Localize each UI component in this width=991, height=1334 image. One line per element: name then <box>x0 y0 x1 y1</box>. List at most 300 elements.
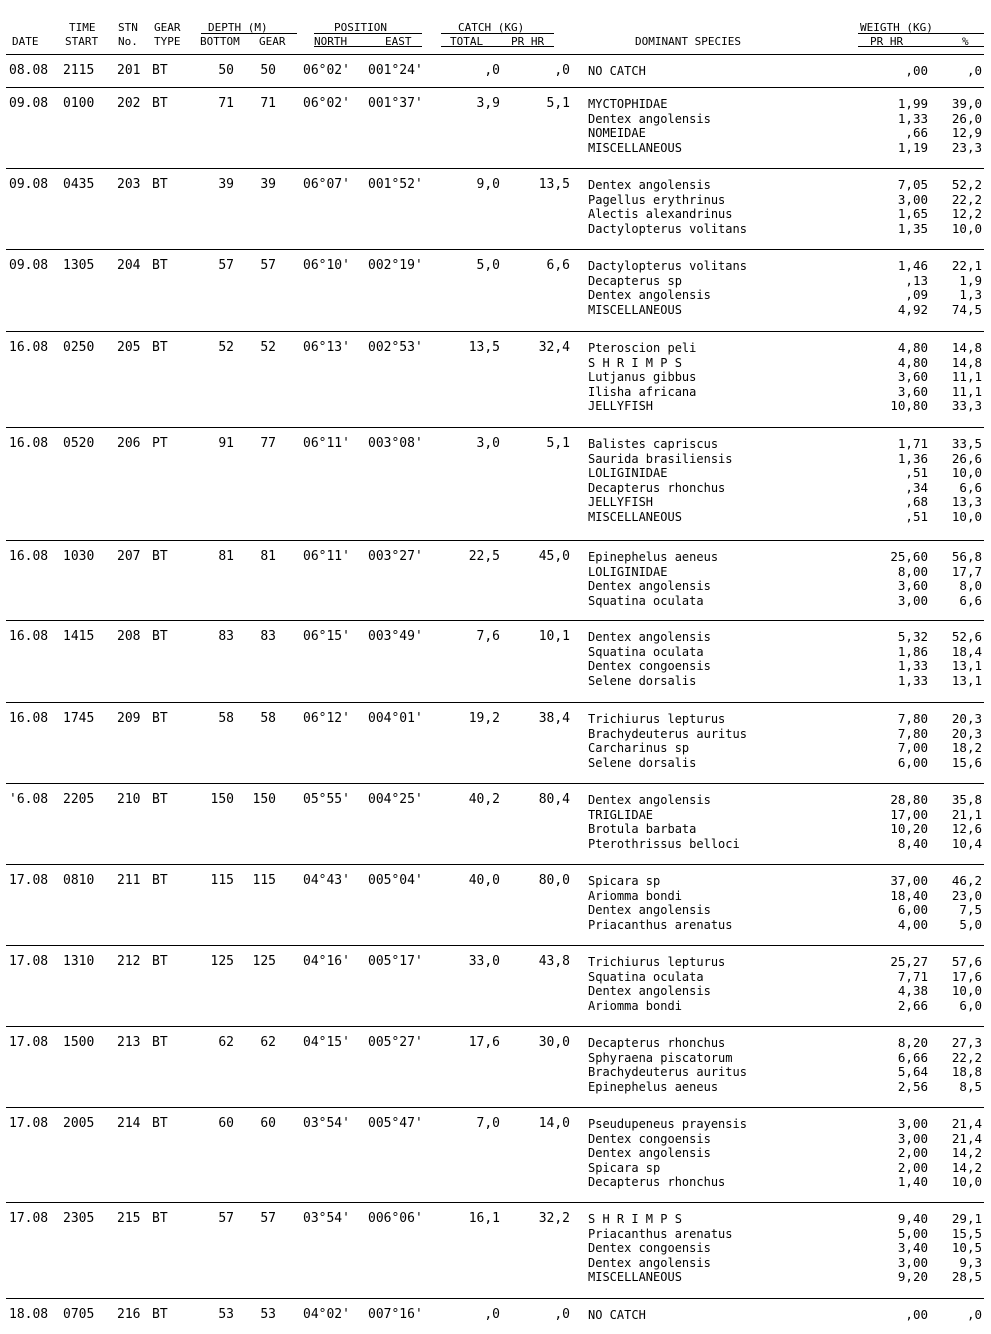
date-cell: '6.08 <box>9 792 49 807</box>
species-weight-percent: 17,7 <box>951 563 982 579</box>
depth-bottom-cell: 81 <box>218 549 234 564</box>
position-east-cell: 001°37' <box>368 96 423 111</box>
position-east-cell: 005°27' <box>368 1035 423 1050</box>
species-name: LOLIGINIDAE <box>588 564 668 579</box>
species-name: Priacanthus arenatus <box>588 1226 733 1241</box>
species-weight-per-hour: 1,36 <box>897 450 928 466</box>
row-divider <box>6 1026 984 1027</box>
gear-type-cell: BT <box>152 549 168 564</box>
header-stn-line1: STN <box>118 21 138 34</box>
species-weight-percent: 10,0 <box>951 220 982 236</box>
species-weight-per-hour: 25,60 <box>890 549 928 564</box>
species-name: Sphyraena piscatorum <box>588 1050 733 1065</box>
catch-per-hour-cell: 30,0 <box>538 1035 570 1050</box>
species-name: MISCELLANEOUS <box>588 302 682 317</box>
species-weight-percent: 14,8 <box>951 340 982 355</box>
position-north-cell: 03°54' <box>303 1116 350 1131</box>
date-cell: 16.08 <box>9 340 49 355</box>
species-weight-per-hour: 1,86 <box>897 643 928 659</box>
date-cell: 16.08 <box>9 436 49 451</box>
species-name: Trichiurus lepturus <box>588 712 726 726</box>
depth-bottom-cell: 50 <box>218 63 234 78</box>
species-name: Selene dorsalis <box>588 755 697 770</box>
species-name: NO CATCH <box>588 64 646 78</box>
species-weight-percent: 12,6 <box>951 821 982 837</box>
species-name: Alectis alexandrinus <box>588 207 733 222</box>
station-number-cell: 208 <box>117 629 141 644</box>
species-weight-percent: 10,0 <box>951 1174 982 1190</box>
species-name: Carcharinus sp <box>588 741 690 756</box>
species-weight-percent: 6,6 <box>959 479 982 495</box>
catch-per-hour-cell: 10,1 <box>538 629 570 644</box>
gear-type-cell: BT <box>152 177 168 192</box>
depth-bottom-cell: 39 <box>218 177 234 192</box>
catch-total-cell: 22,5 <box>468 549 500 564</box>
depth-bottom-cell: 71 <box>218 96 234 111</box>
depth-bottom-cell: 150 <box>210 792 234 807</box>
weight-sub-underline <box>858 46 984 47</box>
species-weight-per-hour: 4,92 <box>897 301 928 317</box>
date-cell: 16.08 <box>9 629 49 644</box>
position-north-cell: 06°02' <box>303 96 350 111</box>
species-weight-per-hour: 1,65 <box>897 206 928 222</box>
species-name: Ariomma bondi <box>588 888 682 903</box>
catch-per-hour-cell: 32,4 <box>538 340 570 355</box>
row-divider <box>6 427 984 428</box>
species-name: NOMEIDAE <box>588 126 646 141</box>
depth-gear-cell: 53 <box>260 1307 276 1322</box>
position-east-cell: 003°27' <box>368 549 423 564</box>
species-name: Dentex congoensis <box>588 1241 711 1256</box>
time-cell: 2305 <box>63 1211 95 1226</box>
header-depth-group: DEPTH (M) <box>208 21 268 34</box>
gear-type-cell: PT <box>152 436 168 451</box>
row-divider <box>6 331 984 332</box>
species-weight-per-hour: 1,99 <box>897 96 928 111</box>
species-weight-per-hour: 1,33 <box>897 672 928 688</box>
catch-per-hour-cell: 32,2 <box>538 1211 570 1226</box>
catch-per-hour-cell: 80,0 <box>538 873 570 888</box>
species-name: Brachydeuterus auritus <box>588 726 747 741</box>
catch-total-cell: 7,0 <box>476 1116 500 1131</box>
species-weight-per-hour: 4,80 <box>897 354 928 370</box>
catch-total-cell: 16,1 <box>468 1211 500 1226</box>
time-cell: 2005 <box>63 1116 95 1131</box>
header-position-north: NORTH <box>314 35 348 48</box>
species-weight-percent: 20,3 <box>951 725 982 741</box>
station-number-cell: 206 <box>117 436 141 451</box>
species-weight-per-hour: 2,56 <box>897 1078 928 1094</box>
species-weight-percent: 26,6 <box>951 450 982 466</box>
catch-per-hour-cell: 14,0 <box>538 1116 570 1131</box>
species-name: Decapterus sp <box>588 273 682 288</box>
species-weight-per-hour: 8,40 <box>897 835 928 851</box>
species-weight-percent: 28,5 <box>951 1269 982 1285</box>
gear-type-cell: BT <box>152 340 168 355</box>
time-cell: 1415 <box>63 629 95 644</box>
species-weight-per-hour: ,34 <box>905 479 928 495</box>
species-weight-percent: 15,5 <box>951 1225 982 1241</box>
species-weight-per-hour: 1,33 <box>897 110 928 126</box>
species-weight-per-hour: 3,60 <box>897 383 928 399</box>
species-name: Spicara sp <box>588 874 661 888</box>
species-name: Saurida brasiliensis <box>588 451 733 466</box>
time-cell: 2115 <box>63 63 95 78</box>
species-weight-percent: 15,6 <box>951 754 982 770</box>
row-divider <box>6 864 984 865</box>
species-weight-percent: 12,2 <box>951 206 982 222</box>
header-weight-pct: % <box>962 35 969 48</box>
species-weight-percent: 10,5 <box>951 1240 982 1256</box>
depth-gear-cell: 83 <box>260 629 276 644</box>
catch-total-cell: ,0 <box>484 1307 500 1322</box>
species-weight-percent: 6,6 <box>959 592 982 608</box>
time-cell: 1310 <box>63 954 95 969</box>
gear-type-cell: BT <box>152 63 168 78</box>
species-weight-percent: 21,4 <box>951 1116 982 1131</box>
gear-type-cell: BT <box>152 1035 168 1050</box>
station-number-cell: 211 <box>117 873 141 888</box>
species-name: Decapterus rhonchus <box>588 1036 726 1050</box>
position-north-cell: 04°02' <box>303 1307 350 1322</box>
species-name: JELLYFISH <box>588 399 654 414</box>
species-weight-percent: 21,1 <box>951 806 982 822</box>
catch-per-hour-cell: 43,8 <box>538 954 570 969</box>
species-weight-percent: 22,2 <box>951 1049 982 1065</box>
gear-type-cell: BT <box>152 873 168 888</box>
header-gear-line2: TYPE <box>154 35 181 48</box>
header-depth-bottom: BOTTOM <box>200 35 240 48</box>
position-north-cell: 05°55' <box>303 792 350 807</box>
station-number-cell: 212 <box>117 954 141 969</box>
species-name: Decapterus rhonchus <box>588 1175 726 1190</box>
header-position-east: EAST <box>385 35 412 48</box>
species-name: Dentex angolensis <box>588 903 711 918</box>
station-number-cell: 205 <box>117 340 141 355</box>
species-weight-percent: 74,5 <box>951 301 982 317</box>
station-number-cell: 209 <box>117 711 141 726</box>
species-weight-per-hour: ,13 <box>905 272 928 288</box>
time-cell: 1305 <box>63 258 95 273</box>
position-north-cell: 06°11' <box>303 549 350 564</box>
station-number-cell: 214 <box>117 1116 141 1131</box>
species-weight-per-hour: 3,40 <box>897 1240 928 1256</box>
species-weight-percent: 7,5 <box>959 902 982 918</box>
species-weight-per-hour: 5,64 <box>897 1064 928 1080</box>
date-cell: 09.08 <box>9 258 49 273</box>
catch-total-cell: 3,0 <box>476 436 500 451</box>
species-name: Dentex angolensis <box>588 1146 711 1161</box>
species-weight-percent: 8,5 <box>959 1078 982 1094</box>
position-east-cell: 002°19' <box>368 258 423 273</box>
species-weight-per-hour: ,00 <box>905 1307 928 1322</box>
species-weight-percent: 10,4 <box>951 835 982 851</box>
position-north-cell: 06°11' <box>303 436 350 451</box>
row-divider <box>6 945 984 946</box>
species-weight-per-hour: 1,46 <box>897 258 928 273</box>
species-weight-per-hour: 5,32 <box>897 629 928 644</box>
species-weight-percent: 22,2 <box>951 191 982 207</box>
depth-bottom-cell: 53 <box>218 1307 234 1322</box>
header-rule <box>6 54 984 55</box>
species-weight-percent: 6,0 <box>959 997 982 1013</box>
species-weight-percent: 14,2 <box>951 1159 982 1175</box>
species-weight-per-hour: ,51 <box>905 509 928 524</box>
species-weight-percent: 10,0 <box>951 465 982 481</box>
species-weight-percent: 1,9 <box>959 272 982 288</box>
catch-total-cell: 40,2 <box>468 792 500 807</box>
species-name: Pseudupeneus prayensis <box>588 1117 747 1131</box>
date-cell: 09.08 <box>9 96 49 111</box>
gear-type-cell: BT <box>152 1116 168 1131</box>
species-weight-percent: 10,0 <box>951 509 982 524</box>
depth-gear-cell: 52 <box>260 340 276 355</box>
row-divider <box>6 620 984 621</box>
row-divider <box>6 1298 984 1299</box>
species-weight-percent: 1,3 <box>959 287 982 303</box>
species-name: MISCELLANEOUS <box>588 140 682 155</box>
time-cell: 0705 <box>63 1307 95 1322</box>
species-weight-percent: 12,9 <box>951 125 982 141</box>
species-name: Pteroscion peli <box>588 341 697 355</box>
species-weight-per-hour: 3,00 <box>897 1116 928 1131</box>
position-east-cell: 005°47' <box>368 1116 423 1131</box>
species-name: LOLIGINIDAE <box>588 466 668 481</box>
catch-per-hour-cell: 45,0 <box>538 549 570 564</box>
position-east-cell: 001°24' <box>368 63 423 78</box>
time-cell: 0435 <box>63 177 95 192</box>
station-number-cell: 203 <box>117 177 141 192</box>
species-weight-per-hour: ,66 <box>905 125 928 141</box>
date-cell: 16.08 <box>9 549 49 564</box>
position-north-cell: 04°43' <box>303 873 350 888</box>
species-name: Lutjanus gibbus <box>588 370 697 385</box>
position-east-cell: 003°08' <box>368 436 423 451</box>
gear-type-cell: BT <box>152 1307 168 1322</box>
species-weight-per-hour: ,51 <box>905 465 928 481</box>
depth-gear-cell: 71 <box>260 96 276 111</box>
row-divider <box>6 783 984 784</box>
species-weight-per-hour: 1,33 <box>897 658 928 674</box>
species-weight-per-hour: 2,00 <box>897 1159 928 1175</box>
species-weight-percent: 21,4 <box>951 1130 982 1146</box>
station-number-cell: 213 <box>117 1035 141 1050</box>
depth-gear-cell: 57 <box>260 258 276 273</box>
species-name: JELLYFISH <box>588 495 654 510</box>
species-weight-per-hour: 3,60 <box>897 369 928 385</box>
depth-bottom-cell: 58 <box>218 711 234 726</box>
station-number-cell: 210 <box>117 792 141 807</box>
catch-per-hour-cell: ,0 <box>554 1307 570 1322</box>
catch-per-hour-cell: 38,4 <box>538 711 570 726</box>
depth-gear-cell: 81 <box>260 549 276 564</box>
species-name: MISCELLANEOUS <box>588 510 682 524</box>
species-weight-per-hour: 6,00 <box>897 902 928 918</box>
species-name: Dentex congoensis <box>588 659 711 674</box>
date-cell: 08.08 <box>9 63 49 78</box>
species-weight-percent: 39,0 <box>951 96 982 111</box>
position-east-cell: 005°17' <box>368 954 423 969</box>
date-cell: 17.08 <box>9 1035 49 1050</box>
species-weight-percent: 27,3 <box>951 1035 982 1050</box>
species-weight-per-hour: 9,40 <box>897 1211 928 1226</box>
position-north-cell: 06°07' <box>303 177 350 192</box>
species-weight-percent: 23,0 <box>951 887 982 903</box>
catch-total-cell: 19,2 <box>468 711 500 726</box>
species-name: Selene dorsalis <box>588 673 697 688</box>
header-weight-prhr: PR HR <box>870 35 904 48</box>
depth-bottom-cell: 83 <box>218 629 234 644</box>
row-divider <box>6 1107 984 1108</box>
species-weight-per-hour: 1,71 <box>897 436 928 451</box>
species-weight-percent: 14,2 <box>951 1145 982 1161</box>
species-weight-percent: 5,0 <box>959 916 982 932</box>
depth-bottom-cell: 57 <box>218 1211 234 1226</box>
date-cell: 17.08 <box>9 954 49 969</box>
species-weight-percent: 22,1 <box>951 258 982 273</box>
position-east-cell: 004°25' <box>368 792 423 807</box>
species-name: S H R I M P S <box>588 355 682 370</box>
time-cell: 1500 <box>63 1035 95 1050</box>
header-time-line2: START <box>65 35 99 48</box>
catch-per-hour-cell: ,0 <box>554 63 570 78</box>
species-weight-per-hour: ,09 <box>905 287 928 303</box>
species-weight-per-hour: 7,05 <box>897 177 928 192</box>
species-name: Dentex angolensis <box>588 630 711 644</box>
species-weight-percent: ,0 <box>966 1307 982 1322</box>
species-weight-percent: 14,8 <box>951 354 982 370</box>
species-weight-per-hour: 2,00 <box>897 1145 928 1161</box>
species-name: Dentex angolensis <box>588 579 711 594</box>
species-weight-per-hour: 7,71 <box>897 968 928 984</box>
species-weight-per-hour: 3,00 <box>897 191 928 207</box>
species-name: Ilisha africana <box>588 384 697 399</box>
depth-gear-cell: 50 <box>260 63 276 78</box>
species-weight-percent: 13,3 <box>951 494 982 510</box>
position-north-cell: 04°16' <box>303 954 350 969</box>
species-name: Trichiurus lepturus <box>588 955 726 969</box>
species-weight-per-hour: 6,00 <box>897 754 928 770</box>
position-north-cell: 04°15' <box>303 1035 350 1050</box>
catch-total-cell: 13,5 <box>468 340 500 355</box>
catch-total-cell: 17,6 <box>468 1035 500 1050</box>
species-weight-per-hour: 1,40 <box>897 1174 928 1190</box>
position-group-underline <box>314 33 422 34</box>
gear-type-cell: BT <box>152 258 168 273</box>
depth-gear-cell: 57 <box>260 1211 276 1226</box>
species-name: Dactylopterus volitans <box>588 259 747 273</box>
species-weight-per-hour: 3,00 <box>897 1254 928 1270</box>
species-weight-percent: 52,6 <box>951 629 982 644</box>
species-weight-per-hour: 1,19 <box>897 139 928 155</box>
species-weight-per-hour: 9,20 <box>897 1269 928 1285</box>
catch-total-cell: 3,9 <box>476 96 500 111</box>
species-weight-percent: 13,1 <box>951 672 982 688</box>
time-cell: 0250 <box>63 340 95 355</box>
species-weight-percent: 9,3 <box>959 1254 982 1270</box>
species-name: Brotula barbata <box>588 822 697 837</box>
date-cell: 18.08 <box>9 1307 49 1322</box>
position-east-cell: 002°53' <box>368 340 423 355</box>
species-weight-percent: 33,5 <box>951 436 982 451</box>
header-catch-prhr: PR HR <box>511 35 545 48</box>
position-east-cell: 007°16' <box>368 1307 423 1322</box>
species-weight-per-hour: 10,80 <box>890 398 928 414</box>
species-name: Decapterus rhonchus <box>588 480 726 495</box>
catch-per-hour-cell: 5,1 <box>546 436 570 451</box>
depth-gear-cell: 60 <box>260 1116 276 1131</box>
catch-total-cell: 7,6 <box>476 629 500 644</box>
row-divider <box>6 1202 984 1203</box>
species-name: MYCTOPHIDAE <box>588 97 668 111</box>
species-name: MISCELLANEOUS <box>588 1270 682 1285</box>
species-weight-per-hour: 25,27 <box>890 954 928 969</box>
position-north-cell: 06°02' <box>303 63 350 78</box>
depth-gear-cell: 125 <box>252 954 276 969</box>
species-name: TRIGLIDAE <box>588 807 654 822</box>
species-weight-per-hour: 37,00 <box>890 873 928 888</box>
position-north-cell: 06°10' <box>303 258 350 273</box>
station-number-cell: 204 <box>117 258 141 273</box>
species-name: Priacanthus arenatus <box>588 917 733 932</box>
species-weight-per-hour: ,68 <box>905 494 928 510</box>
species-weight-percent: 10,0 <box>951 983 982 999</box>
species-weight-percent: 18,4 <box>951 643 982 659</box>
species-weight-per-hour: 28,80 <box>890 792 928 807</box>
time-cell: 0520 <box>63 436 95 451</box>
species-weight-per-hour: 8,00 <box>897 563 928 579</box>
depth-bottom-cell: 91 <box>218 436 234 451</box>
species-name: Dentex angolensis <box>588 984 711 999</box>
species-weight-per-hour: 3,60 <box>897 578 928 594</box>
species-weight-per-hour: 2,66 <box>897 997 928 1013</box>
catch-group-underline <box>441 33 554 34</box>
species-weight-per-hour: 7,80 <box>897 725 928 741</box>
header-depth-gear: GEAR <box>259 35 286 48</box>
species-weight-per-hour: 3,00 <box>897 592 928 608</box>
depth-bottom-cell: 52 <box>218 340 234 355</box>
position-east-cell: 006°06' <box>368 1211 423 1226</box>
species-name: Dentex angolensis <box>588 111 711 126</box>
position-east-cell: 001°52' <box>368 177 423 192</box>
species-weight-per-hour: 7,80 <box>897 711 928 726</box>
species-weight-percent: 46,2 <box>951 873 982 888</box>
header-weight-group: WEIGTH (KG) <box>860 21 933 34</box>
species-weight-percent: ,0 <box>966 63 982 78</box>
row-divider <box>6 87 984 88</box>
species-weight-per-hour: 1,35 <box>897 220 928 236</box>
header-gear-line1: GEAR <box>154 21 181 34</box>
depth-bottom-cell: 60 <box>218 1116 234 1131</box>
species-weight-percent: 57,6 <box>951 954 982 969</box>
species-weight-per-hour: 3,00 <box>897 1130 928 1146</box>
species-weight-percent: 17,6 <box>951 968 982 984</box>
time-cell: 2205 <box>63 792 95 807</box>
position-east-cell: 004°01' <box>368 711 423 726</box>
species-name: NO CATCH <box>588 1308 646 1322</box>
catch-per-hour-cell: 6,6 <box>546 258 570 273</box>
species-weight-percent: 56,8 <box>951 549 982 564</box>
row-divider <box>6 168 984 169</box>
gear-type-cell: BT <box>152 711 168 726</box>
species-weight-percent: 35,8 <box>951 792 982 807</box>
row-divider <box>6 249 984 250</box>
species-weight-per-hour: 17,00 <box>890 806 928 822</box>
depth-group-underline <box>201 33 297 34</box>
species-name: Dentex angolensis <box>588 178 711 192</box>
species-weight-percent: 26,0 <box>951 110 982 126</box>
time-cell: 0810 <box>63 873 95 888</box>
